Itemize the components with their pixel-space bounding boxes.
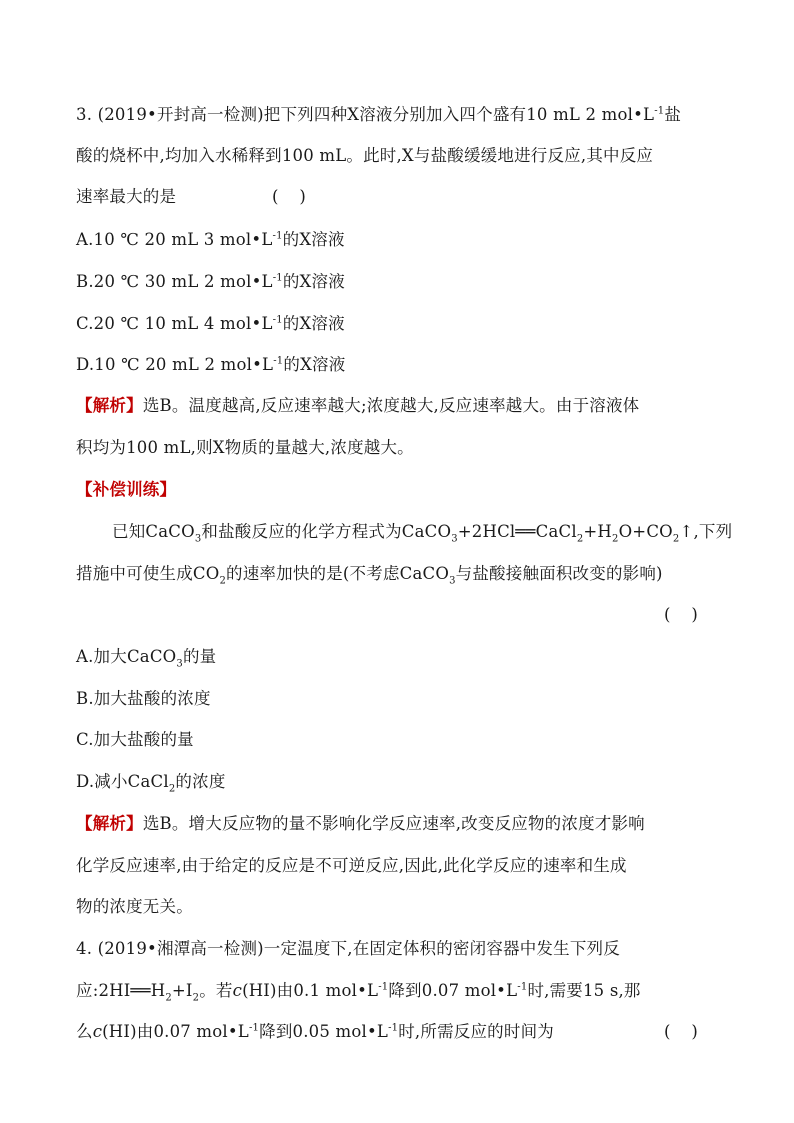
q3-option-c: C.20 ℃ 10 mL 4 $mol•L^{-1}$的X溶液 <box>76 314 345 333</box>
q4-stem-line1: 4. (2019•湘潭高一检测)一定温度下,在固定体积的密闭容器中发生下列反 <box>76 939 620 958</box>
comp-analysis-line3: 物的浓度无关。 <box>76 897 193 916</box>
comp-stem-line2: 措施中可使生成$CO_2$的速率加快的是(不考虑CaCO$_3$与盐酸接触面积改变的影响) <box>76 564 663 587</box>
comp-analysis-line1: 【解析】选B。增大反应物的量不影响化学反应速率,改变反应物的浓度才影响 <box>76 814 645 833</box>
comp-answer-blank: ( ) <box>664 605 698 624</box>
q3-analysis-line1: 【解析】选B。温度越高,反应速率越大;浓度越大,反应速率越大。由于溶液体 <box>76 396 640 415</box>
comp-option-d: D.减小CaCl$_2$的浓度 <box>76 772 226 795</box>
q3-stem-line1: 3. (2019•开封高一检测)把下列四种X溶液分别加入四个盛有10 mL 2 $mol•L^{-1}$盐 <box>76 105 682 124</box>
q3-stem-line3: 速率最大的是 <box>76 187 177 206</box>
q3-stem-line2: 酸的烧杯中,均加入水稀释到100 mL。此时,X与盐酸缓缓地进行反应,其中反应 <box>76 146 654 165</box>
analysis-tag: 【解析】 <box>76 814 143 833</box>
q3-answer-blank: ( ) <box>272 187 306 206</box>
q3-analysis-line2: 积均为100 mL,则X物质的量越大,浓度越大。 <box>76 438 414 457</box>
comp-option-a: A.加大CaCO$_3$的量 <box>76 647 217 670</box>
q3-option-a: A.10 ℃ 20 mL 3 $mol•L^{-1}$的X溶液 <box>76 230 345 249</box>
comp-stem-line1: 已知CaCO$_3$和盐酸反应的化学方程式为$CaCO_3+2HCl══CaCl_2+H_2O+CO_2↑$,下列 <box>112 522 733 545</box>
q4-stem-line2: 应$:2HI══H_2+I_2$。若c(HI)由0.1 $mol•L^{-1}$降到0.07 $mol•L^{-1}$时,需要15 s,那 <box>76 981 641 1004</box>
comp-option-c: C.加大盐酸的量 <box>76 730 194 749</box>
q4-stem-line3: 么c(HI)由0.07 $mol•L^{-1}$降到0.05 $mol•L^{-1}$时,所需反应的时间为 <box>76 1022 554 1041</box>
q4-answer-blank: ( ) <box>664 1022 698 1041</box>
compensation-training-heading: 【补偿训练】 <box>76 480 177 499</box>
comp-analysis-line2: 化学反应速率,由于给定的反应是不可逆反应,因此,此化学反应的速率和生成 <box>76 856 627 875</box>
analysis-tag: 【解析】 <box>76 396 143 415</box>
q3-option-d: D.10 ℃ 20 mL 2 $mol•L^{-1}$的X溶液 <box>76 355 346 374</box>
comp-option-b: B.加大盐酸的浓度 <box>76 689 211 708</box>
q3-option-b: B.20 ℃ 30 mL 2 $mol•L^{-1}$的X溶液 <box>76 272 345 291</box>
